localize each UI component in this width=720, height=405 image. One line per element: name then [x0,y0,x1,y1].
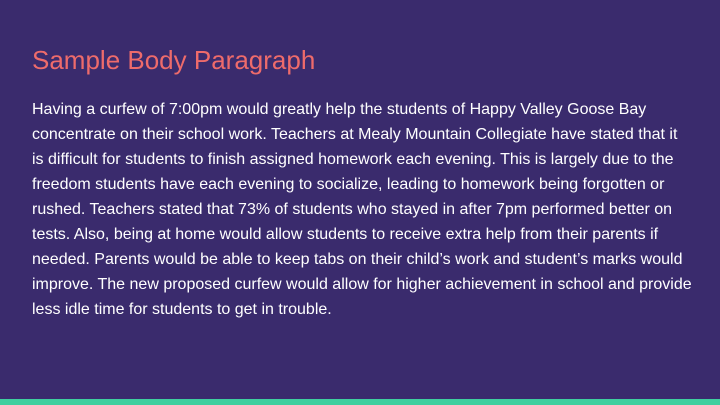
body-paragraph: Having a curfew of 7:00pm would greatly help the students of Happy Valley Goose Bay concentrate on their school work. Teachers at Mealy Mountain Collegiate have stated that it is difficult for students to finish assigned homework each evening. This is largely due to the freedom students have each evening to socialize, leading to homework being forgotten or rushed. Teachers stated that 73% of students who stayed in after 7pm performed better on tests. Also, being at home would allow students to receive extra help from their parents if needed. Parents would be able to keep tabs on their child’s work and student’s marks would improve. The new proposed curfew would allow for higher achievement in school and provide less idle time for students to get in trouble. [32,101,692,318]
accent-bar [0,399,720,405]
slide-title: Sample Body Paragraph [32,45,316,75]
